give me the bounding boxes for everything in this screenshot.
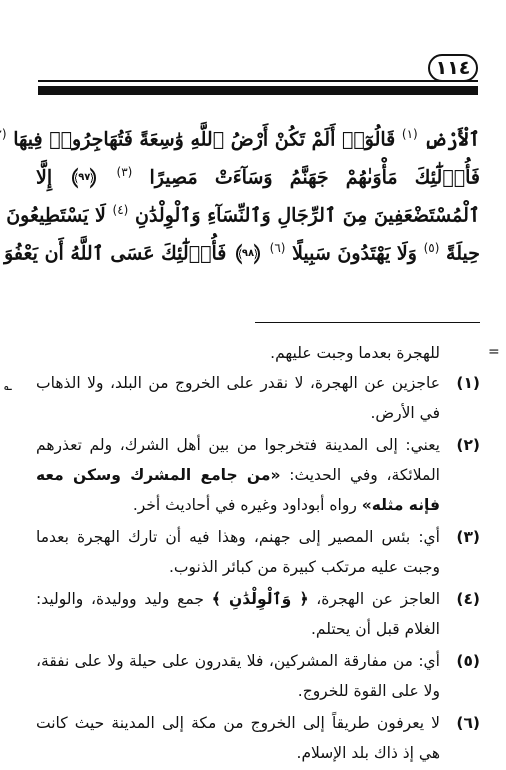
header-rule-thick bbox=[38, 86, 478, 95]
footnote-text-part: العاجز عن الهجرة، bbox=[308, 590, 441, 608]
quran-quote: ﴿ وَٱلْوِلْدَٰنِ ﴾ bbox=[211, 590, 309, 608]
footnote-item bbox=[36, 522, 480, 582]
footnote-ref: (١) bbox=[401, 127, 418, 141]
footnote-item bbox=[36, 368, 480, 428]
footnote-continuation-text: للهجرة بعدما وجبت عليهم. bbox=[270, 344, 440, 362]
footnote-item bbox=[36, 708, 480, 768]
header-rule-thin bbox=[38, 80, 478, 82]
footnote-number: (٤) bbox=[456, 590, 480, 608]
footnote-number: (٢) bbox=[456, 436, 480, 454]
footnote-text: عاجزين عن الهجرة، لا نقدر على الخروج من البلد، ولا الذهاب في الأرض. bbox=[36, 374, 440, 422]
footnote-ref: ( bbox=[1, 127, 7, 141]
ayah-number: ٩٧ bbox=[77, 159, 91, 197]
footnote-text: أي: بئس المصير إلى جهنم، وهذا فيه أن تارك الهجرة بعدما وجبت عليه مرتكب كبيرة من كبائر الذنوب. bbox=[36, 528, 440, 576]
footnote-item bbox=[36, 646, 480, 706]
footnote-text bbox=[36, 430, 440, 520]
footnote-number: (٣) bbox=[456, 528, 480, 546]
footnote-text-part: جمع وليد ووليدة، والوليد: الغلام قبل أن يحتلم. bbox=[36, 590, 440, 638]
hadith-quote: «من جامع المشرك وسكن معه فإنه مثله» bbox=[36, 466, 440, 514]
ayah-number-marker-icon bbox=[72, 166, 96, 190]
quran-line-2 bbox=[36, 153, 480, 191]
quran-segment: حِيلَةً bbox=[446, 242, 480, 265]
footnote-number: (١) bbox=[456, 374, 480, 392]
quran-line-1 bbox=[1, 115, 480, 153]
footnote-number: (٥) bbox=[456, 652, 480, 670]
footnote-separator bbox=[255, 322, 480, 323]
footnote-ref: (٣) bbox=[116, 165, 133, 179]
footnote-item bbox=[36, 584, 480, 644]
footnote-text-part: رواه أبوداود وغيره في أحاديث أخر. bbox=[132, 496, 362, 514]
quran-segment: إِلَّا bbox=[36, 166, 53, 189]
footnote-text: لا يعرفون طريقاً إلى الخروج من مكة إلى المدينة حيث كانت هي إذ ذاك بلد الإسلام. bbox=[36, 714, 440, 762]
quran-line-4 bbox=[4, 229, 480, 267]
continuation-mark: = bbox=[488, 344, 500, 360]
quran-segment: لَا يَسْتَطِيعُونَ bbox=[6, 204, 106, 227]
footnote-text: أي: من مفارقة المشركين، فلا يقدرون على حيلة ولا على نفقة، ولا على القوة للخروج. bbox=[36, 652, 440, 700]
footnote-text bbox=[36, 584, 440, 644]
footnotes-section bbox=[36, 338, 480, 770]
quran-segment: وَلَا يَهْتَدُونَ سَبِيلًا bbox=[292, 242, 417, 265]
quran-segment: قَالُوٓا۟ أَلَمْ تَكُنْ أَرْضُ ٱللَّهِ وَٰسِعَةً فَتُهَاجِرُوا۟ فِيهَا bbox=[13, 128, 396, 151]
footnote-ref: (٦) bbox=[269, 241, 286, 255]
quran-text-block bbox=[1, 115, 480, 267]
quran-segment: ٱلْمُسْتَضْعَفِينَ مِنَ ٱلرِّجَالِ وَٱلنِّسَآءِ وَٱلْوِلْدَٰنِ bbox=[134, 204, 480, 227]
quran-line-3 bbox=[6, 191, 480, 229]
page-number: ١١٤ bbox=[428, 54, 478, 82]
footnote-item bbox=[36, 430, 480, 520]
footnote-number: (٦) bbox=[456, 714, 480, 732]
ayah-number-marker-icon bbox=[236, 242, 260, 266]
margin-mark: ؎ bbox=[4, 378, 13, 394]
quran-segment: ٱلْأَرْضِ bbox=[424, 128, 480, 151]
quran-segment: فَأُو۟لَٰٓئِكَ عَسَى ٱللَّهُ أَن يَعْفُوَ bbox=[4, 242, 227, 265]
footnote-ref: (٤) bbox=[112, 203, 129, 217]
footnote-ref: (٥) bbox=[423, 241, 440, 255]
ayah-number: ٩٨ bbox=[241, 235, 255, 273]
quran-segment: فَأُو۟لَٰٓئِكَ مَأْوَىٰهُمْ جَهَنَّمُ وَسَآءَتْ مَصِيرًا bbox=[149, 166, 480, 189]
footnote-text-part: يعني: إلى المدينة فتخرجوا من بين أهل الشرك، ولم تعذرهم الملائكة، وفي الحديث: bbox=[36, 436, 440, 484]
